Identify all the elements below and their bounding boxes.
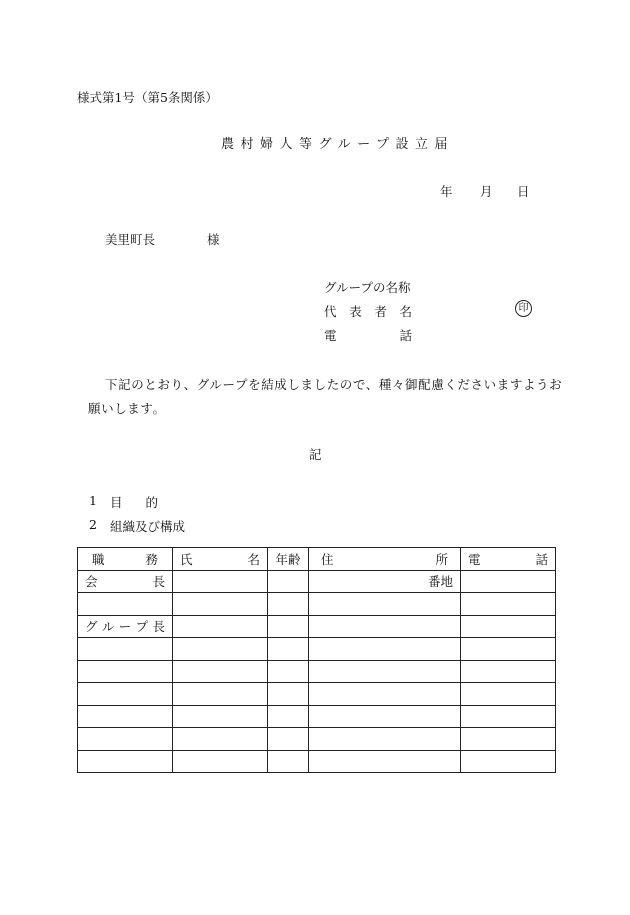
table-row xyxy=(78,728,556,751)
representative-char: 名 xyxy=(399,304,412,319)
item-label-char: 的 xyxy=(145,495,158,510)
table-row xyxy=(78,638,556,661)
item-number: 1 xyxy=(89,493,97,508)
group-name-label: グループの名称 xyxy=(324,280,411,295)
addressee-name: 美里町長 xyxy=(105,232,156,247)
representative-char: 代 xyxy=(324,304,337,319)
phone-label xyxy=(324,326,412,344)
cell-role: 会 長 xyxy=(78,570,173,593)
seal-mark: 印 xyxy=(515,300,532,317)
table-row xyxy=(78,615,556,638)
header-name: 氏 名 xyxy=(173,548,268,571)
body-text-line2: 願いします。 xyxy=(88,401,166,416)
table-row xyxy=(78,570,556,593)
cell-age xyxy=(268,570,309,593)
phone-char: 電 xyxy=(324,328,337,343)
ki-heading: 記 xyxy=(309,447,322,462)
item-label-char: 目 xyxy=(110,495,123,510)
item-number: 2 xyxy=(89,517,97,532)
table-row xyxy=(78,660,556,683)
representative-char: 表 xyxy=(349,304,362,319)
date-day: 日 xyxy=(517,184,530,199)
page-title: 農村婦人等グループ設立届 xyxy=(221,137,454,152)
header-phone: 電 話 xyxy=(461,548,556,571)
header-address: 住 所 xyxy=(309,548,461,571)
form-number: 様式第1号（第5条関係） xyxy=(77,90,218,105)
cell-name xyxy=(173,570,268,593)
representative-label xyxy=(324,302,412,320)
phone-char: 話 xyxy=(399,328,412,343)
cell-role: グ ル ー プ 長 xyxy=(78,615,173,638)
cell-address: 番地 xyxy=(309,570,461,593)
table-row xyxy=(78,593,556,616)
table-row xyxy=(78,750,556,773)
item-label-purpose xyxy=(110,493,158,511)
date-month: 月 xyxy=(480,184,493,199)
cell-phone xyxy=(461,570,556,593)
body-text-line1: 下記のとおり、グループを結成しましたので、種々御配慮くださいますようお xyxy=(105,377,563,392)
header-age: 年齢 xyxy=(268,548,309,571)
organization-table xyxy=(77,547,556,773)
header-role: 職 務 xyxy=(78,548,173,571)
table-row xyxy=(78,683,556,706)
table-row xyxy=(78,705,556,728)
addressee-suffix: 様 xyxy=(207,232,220,247)
table-header-row xyxy=(78,548,556,571)
representative-char: 者 xyxy=(374,304,387,319)
date-year: 年 xyxy=(440,184,453,199)
item-label-organization: 組織及び構成 xyxy=(110,519,186,534)
